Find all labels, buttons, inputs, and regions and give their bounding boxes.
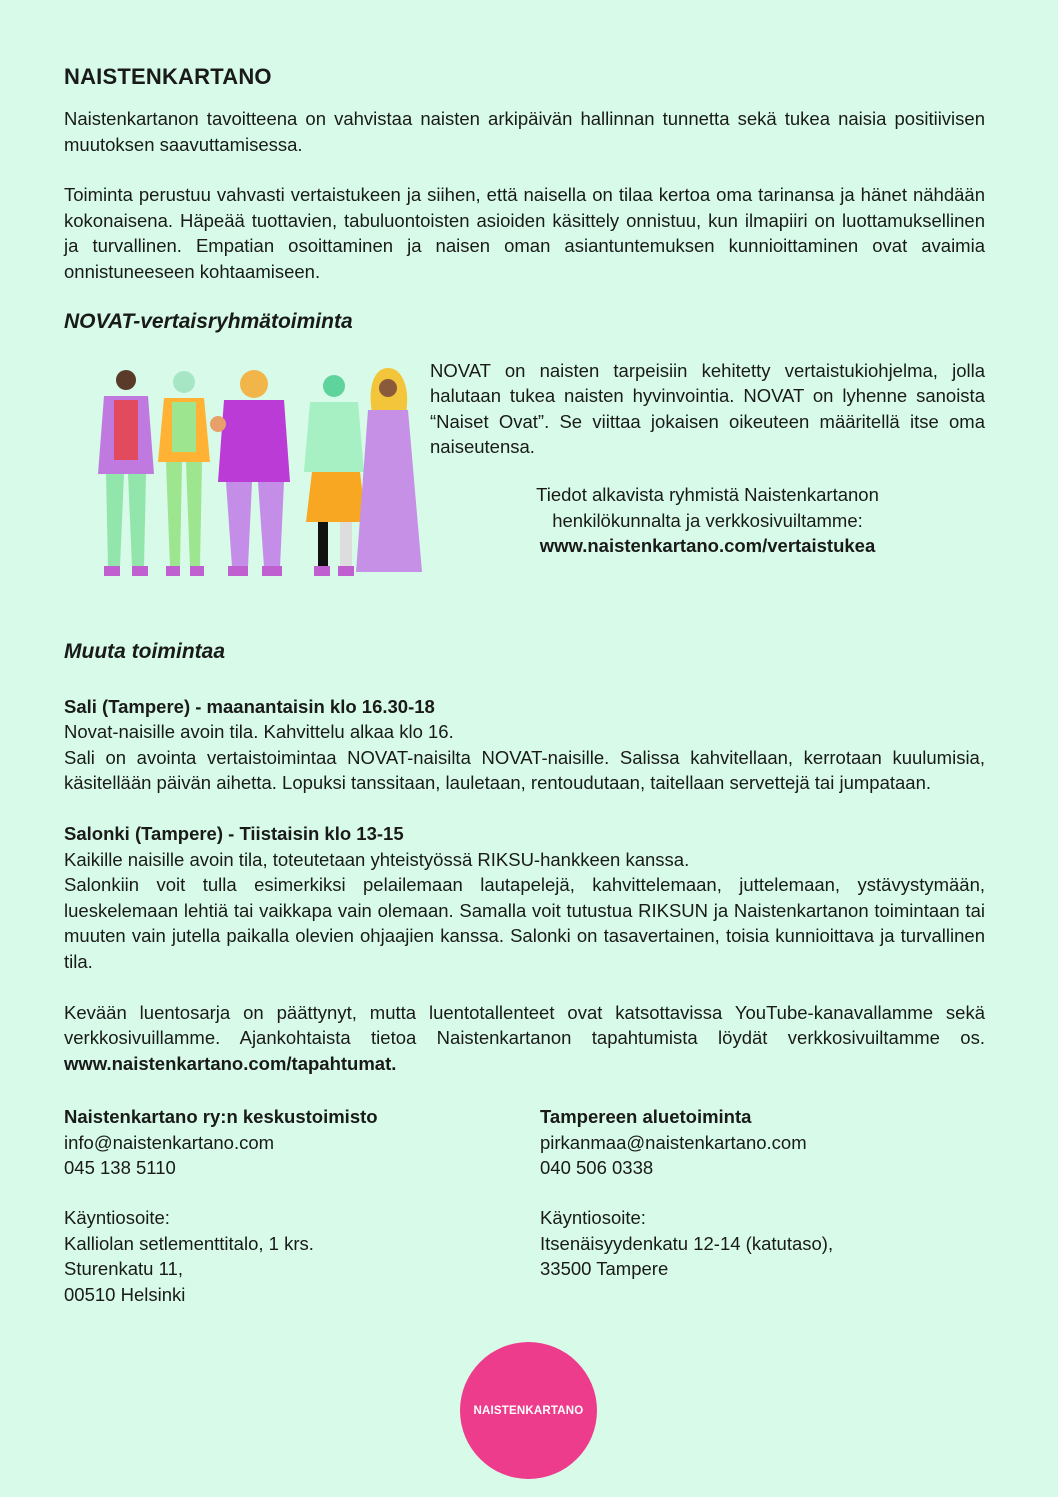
novat-info-line-1: Tiedot alkavista ryhmistä Naistenkartanon	[536, 483, 879, 505]
contact-title: Naistenkartano ry:n keskustoimisto	[64, 1106, 378, 1128]
sali-line-1: Novat-naisille avoin tila. Kahvittelu alkaa klo 16.	[64, 721, 454, 743]
address-line-2: 33500 Tampere	[540, 1258, 669, 1280]
salonki-title: Salonki (Tampere) - Tiistaisin klo 13-15	[64, 822, 404, 844]
lectures-paragraph	[64, 1000, 985, 1077]
novat-section	[64, 350, 985, 600]
novat-text-block	[430, 358, 985, 559]
novat-info-line-2: henkilökunnalta ja verkkosivuiltamme:	[552, 509, 863, 531]
intro-paragraph-1: Naistenkartanon tavoitteena on vahvistaa naisten arkipäivän hallinnan tunnetta sekä tukea naisia positiivisen muutoksen saavuttamisessa.	[64, 108, 985, 155]
contact-phone[interactable]: 040 506 0338	[540, 1157, 654, 1179]
woman-figure-2	[158, 371, 210, 576]
salonki-line-1: Kaikille naisille avoin tila, toteutetaan yhteistyössä RIKSU-hankkeen kanssa.	[64, 848, 690, 870]
address-line-3: 00510 Helsinki	[64, 1283, 186, 1305]
sali-title: Sali (Tampere) - maanantaisin klo 16.30-18	[64, 695, 435, 717]
intro-paragraph-2: Toiminta perustuu vahvasti vertaistukeen ja siihen, että naisella on tilaa kertoa oma tarinansa ja hänet nähdään kokonaisena. Häpeää tuottavien, tabuluontoisten asioiden käsittely onnistuu, kun ilmapiiri on luottamuksellinen ja turvallinen. Empatian osoittaminen ja naisen oman asiantuntemuksen kunnioittaminen ovat avaimia onnistuneeseen kohtaamiseen.	[64, 184, 985, 282]
novat-description: NOVAT on naisten tarpeisiin kehitetty vertaistukiohjelma, jolla halutaan tukea naisten hyvinvointia. NOVAT on lyhenne sanoista “Naiset Ovat”. Se viittaa jokaisen oikeuteen määritellä itse oma naiseutensa.	[430, 359, 985, 458]
address-line-2: Sturenkatu 11,	[64, 1258, 183, 1280]
woman-figure-1	[98, 370, 154, 576]
naistenkartano-logo	[460, 1342, 597, 1479]
contacts-section	[64, 1104, 985, 1334]
address-label: Käyntiosoite:	[540, 1207, 646, 1229]
woman-figure-5	[356, 368, 422, 572]
document-page	[64, 64, 985, 1334]
muuta-heading: Muuta toimintaa	[64, 639, 225, 663]
address-label: Käyntiosoite:	[64, 1207, 170, 1229]
logo-text: NAISTENKARTANO	[473, 1404, 584, 1417]
salonki-text: Salonkiin voit tulla esimerkiksi pelailemaan lautapelejä, kahvittelemaan, juttelemaan, ystävystymään, lueskelemaan lehtiä tai vaikkapa vain olemaan. Samalla voit tutustua RIKSUN ja Naistenkartanon toimintaan tai muuten vain jutella paikalla olevien ohjaajien kanssa. Salonki on tasavertainen, toisia kunnioittava ja turvallinen tila.	[64, 874, 985, 972]
woman-figure-4	[304, 375, 366, 576]
address-line-1: Itsenäisyydenkatu 12-14 (katutaso),	[540, 1232, 834, 1254]
contact-phone[interactable]: 045 138 5110	[64, 1157, 176, 1179]
page-title: NAISTENKARTANO	[64, 64, 272, 89]
lectures-link[interactable]: www.naistenkartano.com/tapahtumat.	[64, 1052, 397, 1074]
lectures-text: Kevään luentosarja on päättynyt, mutta luentotallenteet ovat katsottavissa YouTube-kanavallamme sekä verkkosivuillamme. Ajankohtaista tietoa Naistenkartanon tapahtumista löydät verkkosivuiltamme os.	[64, 1001, 985, 1049]
novat-heading: NOVAT-vertaisryhmätoiminta	[64, 309, 353, 333]
sali-text: Sali on avointa vertaistoimintaa NOVAT-naisilta NOVAT-naisille. Salissa kahvitellaan, kerrotaan kuulumisia, käsitellään päivän aihetta. Lopuksi tanssitaan, lauletaan, rentoudutaan, taitellaan servettejä tai jumpataan.	[64, 746, 985, 794]
address-line-1: Kalliolan setlementtitalo, 1 krs.	[64, 1232, 314, 1254]
contact-title: Tampereen aluetoiminta	[540, 1106, 752, 1128]
contact-helsinki	[64, 1104, 504, 1307]
woman-figure-3	[210, 370, 290, 576]
novat-link[interactable]: www.naistenkartano.com/vertaistukea	[539, 535, 876, 557]
contact-email[interactable]: info@naistenkartano.com	[64, 1131, 275, 1153]
contact-tampere	[540, 1104, 980, 1282]
contact-email[interactable]: pirkanmaa@naistenkartano.com	[540, 1131, 807, 1153]
women-group-illustration	[76, 362, 426, 587]
